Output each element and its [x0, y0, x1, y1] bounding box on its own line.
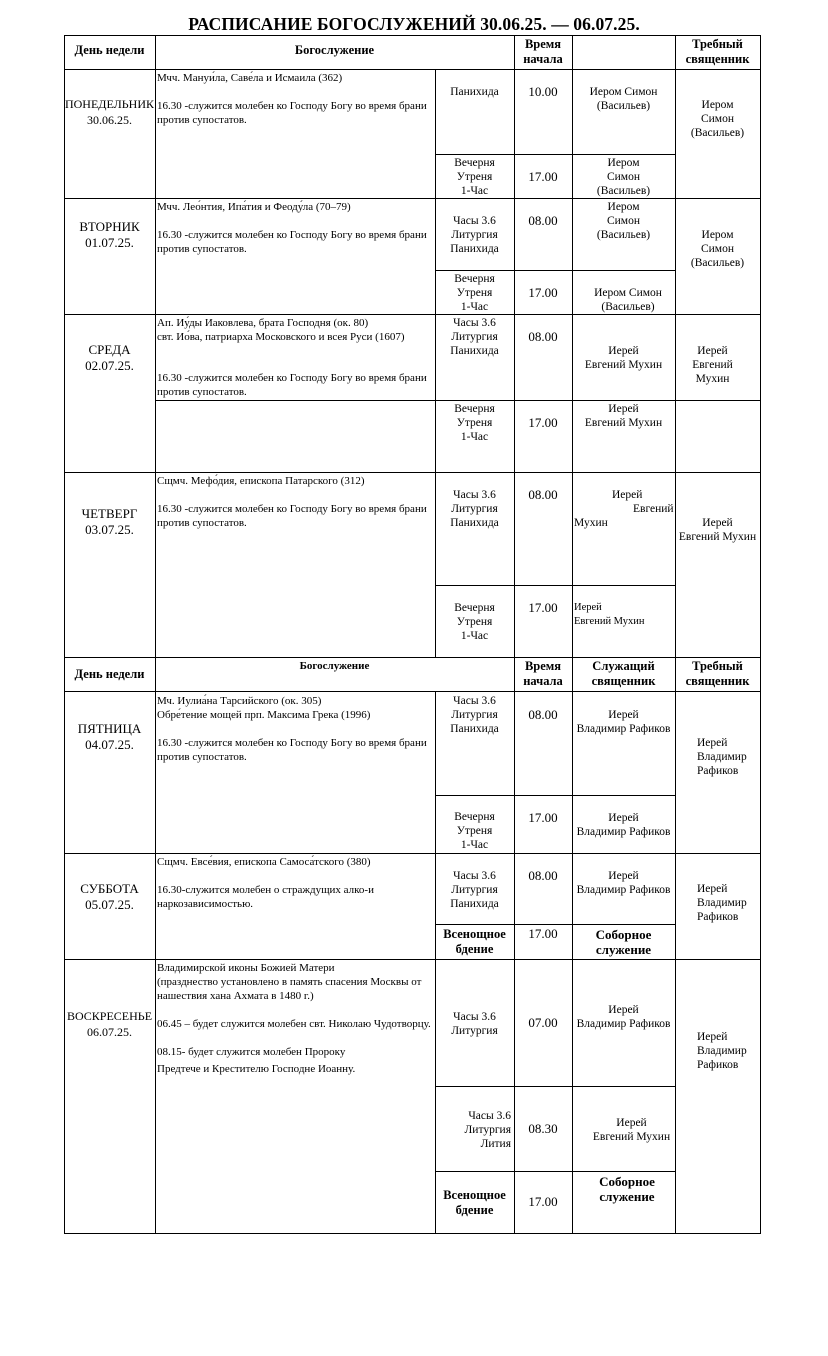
header-required-priest: Требный священник — [685, 37, 750, 66]
header-service: Богослужение — [294, 43, 375, 57]
header-time: Время начала — [523, 37, 563, 66]
start-time: 17.00 — [528, 415, 558, 430]
service-saint: Владимирской иконы Божией Матери (празднество установлено в память спасения Москвы от нашествия хана Ахмата в 1480 г.) — [157, 962, 422, 1002]
header-day: День недели — [74, 43, 145, 57]
day-label: ВОСКРЕСЕНЬЕ 06.07.25. — [66, 1009, 153, 1039]
service-type: Вечерня Утреня 1-Час — [454, 157, 495, 197]
service-note: Предтече и Крестителю Господне Иоанну. — [157, 1063, 356, 1075]
serving-priest-name: Евгений — [633, 503, 674, 515]
start-time: 08.30 — [528, 1121, 558, 1136]
service-type: Всенощное бдение — [443, 1188, 506, 1217]
required-priest: Иерей Евгений Мухин — [678, 517, 757, 543]
service-type: Всенощное бдение — [443, 927, 506, 956]
day-label: СУББОТА 05.07.25. — [80, 881, 139, 912]
page-title: РАСПИСАНИЕ БОГОСЛУЖЕНИЙ 30.06.25. — 06.07.25. — [188, 14, 640, 34]
serving-priest: Иером Симон (Васильев) — [596, 157, 651, 197]
service-type: Вечерня Утреня 1-Час — [454, 602, 495, 642]
serving-priest: Иерей Владимир Рафиков — [576, 709, 671, 735]
start-time: 07.00 — [528, 1015, 558, 1030]
serving-priest: Иером Симон (Васильев) — [594, 287, 662, 313]
day-label: ВТОРНИК 01.07.25. — [79, 219, 140, 250]
serving-priest: Соборное служение — [599, 1174, 655, 1204]
serving-priest: Иерей Евгений Мухин — [584, 345, 663, 371]
service-saint: Сщмч. Евсе́вия, епископа Самоса́тского (380) — [157, 856, 371, 868]
service-saint: Мчч. Мануи́ла, Саве́ла и Исмаила (362) — [157, 72, 343, 84]
start-time: 08.00 — [528, 329, 558, 344]
start-time: 08.00 — [528, 868, 558, 883]
start-time: 17.00 — [528, 600, 558, 615]
service-type: Вечерня Утреня 1-Час — [454, 273, 495, 313]
serving-priest-surname: Мухин — [574, 517, 608, 529]
service-type: Часы 3.6 Литургия Панихида — [450, 489, 499, 529]
service-type: Часы 3.6 Литургия Панихида — [450, 215, 499, 255]
required-priest: Иером Симон (Васильев) — [690, 99, 745, 139]
serving-priest: Иерей Владимир Рафиков — [576, 870, 671, 896]
start-time: 17.00 — [528, 169, 558, 184]
serving-priest: Иерей Евгений Мухин — [584, 403, 663, 429]
serving-priest: Иером Симон (Васильев) — [589, 86, 658, 112]
service-saint: Мч. Иулиа́на Тарсийского (ок. 305) Обре́тение мощей прп. Максима Грека (1996) — [157, 695, 371, 721]
service-note: 16.30-служится молебен о страждущих алко-и наркозависимостью. — [157, 884, 374, 910]
service-type: Часы 3.6 Литургия Лития — [464, 1110, 511, 1150]
service-type: Часы 3.6 Литургия — [451, 1011, 498, 1037]
service-moleben: 16.30 -служится молебен ко Господу Богу во время брани против супостатов. — [157, 737, 427, 763]
serving-priest: Иерей Евгений Мухин — [574, 602, 645, 627]
serving-priest-title: Иерей — [612, 489, 643, 501]
service-moleben: 16.30 -служится молебен ко Господу Богу во время брани против супостатов. — [157, 372, 427, 398]
required-priest: Иерей Владимир Рафиков — [697, 737, 747, 777]
start-time: 08.00 — [528, 487, 558, 502]
serving-priest: Иерей Владимир Рафиков — [576, 1004, 671, 1030]
day-label: СРЕДА 02.07.25. — [85, 342, 134, 373]
start-time: 17.00 — [528, 1194, 558, 1209]
day-label: ПОНЕДЕЛЬНИК 30.06.25. — [64, 97, 155, 127]
serving-priest: Соборное служение — [595, 927, 652, 957]
day-label: ПЯТНИЦА 04.07.25. — [77, 721, 142, 752]
serving-priest: Иерей Владимир Рафиков — [576, 812, 671, 838]
header-required-priest: Требный священник — [685, 659, 750, 688]
required-priest: Иером Симон (Васильев) — [690, 229, 745, 269]
service-type: Часы 3.6 Литургия Панихида — [450, 870, 499, 910]
service-type: Часы 3.6 Литургия Панихида — [450, 695, 499, 735]
service-saint: Сщмч. Мефо́дия, епископа Патарского (312) — [157, 475, 365, 487]
start-time: 08.00 — [528, 707, 558, 722]
service-moleben: 16.30 -служится молебен ко Господу Богу во время брани против супостатов. — [157, 229, 427, 255]
header-time: Время начала — [523, 659, 563, 688]
start-time: 17.00 — [528, 810, 558, 825]
serving-priest: Иерей Евгений Мухин — [592, 1117, 671, 1143]
service-note: 06.45 – будет служится молебен свт. Николаю Чудотворцу. — [157, 1018, 431, 1030]
header-service: Богослужение — [299, 660, 370, 672]
service-type: Вечерня Утреня 1-Час — [454, 403, 495, 443]
service-moleben: 16.30 -служится молебен ко Господу Богу во время брани против супостатов. — [157, 503, 427, 529]
start-time: 17.00 — [528, 285, 558, 300]
service-moleben: 16.30 -служится молебен ко Господу Богу во время брани против супостатов. — [157, 100, 427, 126]
serving-priest: Иером Симон (Васильев) — [596, 201, 651, 241]
service-saint: Ап. Иу́ды Иаковлева, брата Господня (ок. 80) свт. Ио́ва, патриарха Московского и всея Руси (1607) — [157, 317, 405, 343]
required-priest: Иерей Владимир Рафиков — [697, 1031, 747, 1071]
service-type: Часы 3.6 Литургия Панихида — [450, 317, 499, 357]
day-label: ЧЕТВЕРГ 03.07.25. — [81, 506, 138, 537]
start-time: 10.00 — [528, 84, 558, 99]
service-type: Вечерня Утреня 1-Час — [454, 811, 495, 851]
service-note: 08.15- будет служится молебен Пророку — [157, 1046, 346, 1058]
start-time: 08.00 — [528, 213, 558, 228]
required-priest: Иерей Владимир Рафиков — [697, 883, 747, 923]
start-time: 17.00 — [528, 926, 558, 941]
header-day: День недели — [74, 667, 145, 681]
service-type: Панихида — [450, 86, 499, 98]
service-saint: Мчч. Лео́нтия, Ипа́тия и Феоду́ла (70–79) — [157, 201, 351, 213]
required-priest: Иерей Евгений Мухин — [692, 345, 733, 385]
header-priest: Служащий священник — [591, 659, 656, 688]
